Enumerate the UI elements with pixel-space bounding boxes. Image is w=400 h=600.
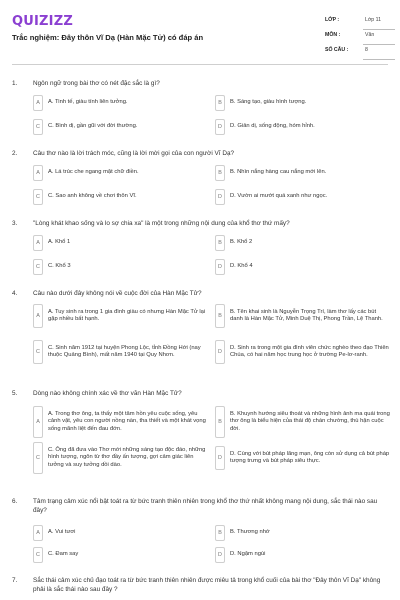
question-text: Câu thơ nào là lời trách móc, cũng là lời mời gọi của con người Vĩ Dạ? [33, 150, 235, 157]
question-text: Tâm trạng cảm xúc nổi bật toát ra từ bức tranh thiên nhiên trong khổ thơ thứ nhất không mang nội dung, sắc thái nào sau đây? [33, 498, 378, 514]
option-b[interactable] [215, 165, 390, 181]
option-text: B. Nhìn nắng hàng cau nắng mới lên. [230, 169, 327, 176]
option-d[interactable] [215, 189, 390, 205]
question-number: 7. [12, 577, 18, 584]
option-a[interactable] [33, 406, 208, 438]
meta-underline [363, 59, 395, 60]
option-letter-badge: A [33, 235, 43, 251]
option-text: D. Cùng với bút pháp lãng mạn, ông còn sử dụng cả bút pháp tượng trưng và bút pháp siêu thực. [230, 450, 390, 464]
meta-label: SỐ CÂU : [325, 47, 349, 53]
option-letter-badge: B [215, 304, 225, 328]
meta-value: Văn [365, 32, 375, 38]
question-text: Dòng nào không chính xác về thơ văn Hàn Mặc Tử? [33, 390, 182, 397]
option-letter-badge: D [215, 259, 225, 275]
question-text: Ngôn ngữ trong bài thơ có nét đặc sắc là gì? [33, 80, 160, 87]
option-a[interactable] [33, 95, 208, 111]
option-letter-badge: A [33, 165, 43, 181]
option-text: D. Giản dị, sống động, hóm hỉnh. [230, 123, 315, 130]
option-text: B. Sáng tạo, giàu hình tượng. [230, 99, 307, 106]
option-letter-badge: D [215, 189, 225, 205]
option-letter-badge: A [33, 525, 43, 541]
option-letter-badge: B [215, 235, 225, 251]
option-letter-badge: B [215, 165, 225, 181]
option-text: C. Sinh năm 1912 tại huyện Phong Lộc, tỉnh Đồng Hới (nay thuộc Quảng Bình), mất năm 1940 tại Quy Nhơn. [48, 344, 201, 358]
question-number: 6. [12, 498, 18, 505]
option-d[interactable] [215, 446, 390, 470]
meta-label: MÔN : [325, 32, 341, 38]
option-text: D. Sinh ra trong một gia đình viên chức nghèo theo đạo Thiên Chúa, có hai năm học trung học ở trường Pe-lơ-ranh. [230, 344, 389, 358]
option-text: C. Ông đã đưa vào Thơ mới những sáng tạo độc đáo, những hình tượng, ngôn từ thơ đầy ấn tượng, gợi cảm giác liên tưởng và suy tưởng dồi dào. [48, 446, 206, 468]
option-c[interactable] [33, 340, 208, 364]
option-letter-badge: B [215, 95, 225, 111]
option-a[interactable] [33, 165, 208, 181]
option-text: C. Đam say [48, 551, 79, 558]
meta-value: Lớp 11 [365, 17, 381, 23]
option-a[interactable] [33, 304, 208, 328]
option-letter-badge: C [33, 119, 43, 135]
option-c[interactable] [33, 442, 208, 474]
question-number: 3. [12, 220, 18, 227]
option-letter-badge: A [33, 406, 43, 438]
question-number: 5. [12, 390, 18, 397]
option-letter-badge: C [33, 547, 43, 563]
option-text: D. Khổ 4 [230, 263, 253, 270]
option-letter-badge: D [215, 340, 225, 364]
option-b[interactable] [215, 95, 390, 111]
option-text: B. Tên khai sinh là Nguyễn Trọng Trí, làm thơ lấy các bút danh là Hàn Mặc Tử, Minh Duệ Thị, Phong Trần, Lệ Thanh. [230, 308, 383, 322]
meta-subject [325, 29, 395, 45]
meta-question-count [325, 44, 395, 60]
option-text: B. Khổ 2 [230, 239, 253, 246]
option-d[interactable] [215, 340, 390, 364]
option-text: C. Khổ 3 [48, 263, 71, 270]
option-text: C. Sao anh không về chơi thôn Vĩ. [48, 193, 137, 200]
option-d[interactable] [215, 259, 390, 275]
meta-label: LỚP : [325, 17, 340, 23]
option-letter-badge: C [33, 189, 43, 205]
question-text: "Lòng khát khao sống và lo sợ chia xa" là một trong những nội dung của khổ thơ thứ mấy? [33, 220, 290, 227]
option-text: A. Vui tươi [48, 529, 76, 536]
option-text: A. Tinh tế, giàu tính liên tưởng. [48, 99, 128, 106]
option-text: B. Khuynh hướng siêu thoát và những hình ảnh ma quái trong thơ ông là biểu hiện của thái độ chán chường, thù hận cuộc đời. [230, 410, 390, 432]
meta-class [325, 14, 395, 30]
option-d[interactable] [215, 547, 390, 563]
question-text: Câu nào dưới đây không nói về cuộc đời của Hàn Mặc Tử? [33, 290, 202, 297]
option-letter-badge: B [215, 406, 225, 438]
option-text: A. Trong thơ ông, ta thấy một tâm hồn yêu cuộc sống, yêu cảnh vật, yêu con người nồng nàn, tha thiết và một khát vọng sống mãnh liệt đến đau đớn. [48, 410, 206, 432]
option-text: A. Khổ 1 [48, 239, 71, 246]
option-b[interactable] [215, 304, 390, 328]
worksheet-title: Trắc nghiệm: Đây thôn Vĩ Dạ (Hàn Mặc Tử) có đáp án [12, 33, 204, 42]
option-c[interactable] [33, 547, 208, 563]
option-text: A. Lá trúc che ngang mặt chữ điền. [48, 169, 139, 176]
option-c[interactable] [33, 259, 208, 275]
option-c[interactable] [33, 189, 208, 205]
option-b[interactable] [215, 235, 390, 251]
quizizz-logo: QUIZIZZ [12, 14, 73, 29]
option-letter-badge: D [215, 547, 225, 563]
option-a[interactable] [33, 525, 208, 541]
meta-value: 8 [365, 47, 368, 53]
option-text: D. Ngậm ngùi [230, 551, 266, 558]
option-letter-badge: A [33, 95, 43, 111]
option-letter-badge: C [33, 442, 43, 474]
option-text: D. Vườn ai mướt quá xanh như ngọc. [230, 193, 328, 200]
option-letter-badge: D [215, 446, 225, 470]
option-text: A. Tuy sinh ra trong 1 gia đình giàu có nhưng Hàn Mặc Tử lại gặp nhiều bất hạnh. [48, 308, 206, 322]
option-letter-badge: A [33, 304, 43, 328]
option-letter-badge: C [33, 259, 43, 275]
option-letter-badge: B [215, 525, 225, 541]
option-text: C. Bình dị, gần gũi với đời thường. [48, 123, 138, 130]
header-divider [12, 64, 388, 65]
question-number: 2. [12, 150, 18, 157]
option-letter-badge: C [33, 340, 43, 364]
question-text: Sắc thái cảm xúc chủ đạo toát ra từ bức tranh thiên nhiên được miêu tả trong khổ cuối của bài thơ "Đây thôn Vĩ Dạ" không phải là sắc thái nào sau đây ? [33, 577, 381, 593]
question-number: 1. [12, 80, 18, 87]
question-number: 4. [12, 290, 18, 297]
option-text: B. Thương nhớ [230, 529, 270, 536]
option-letter-badge: D [215, 119, 225, 135]
option-d[interactable] [215, 119, 390, 135]
option-b[interactable] [215, 406, 390, 438]
option-b[interactable] [215, 525, 390, 541]
option-c[interactable] [33, 119, 208, 135]
option-a[interactable] [33, 235, 208, 251]
worksheet-header [0, 0, 400, 62]
